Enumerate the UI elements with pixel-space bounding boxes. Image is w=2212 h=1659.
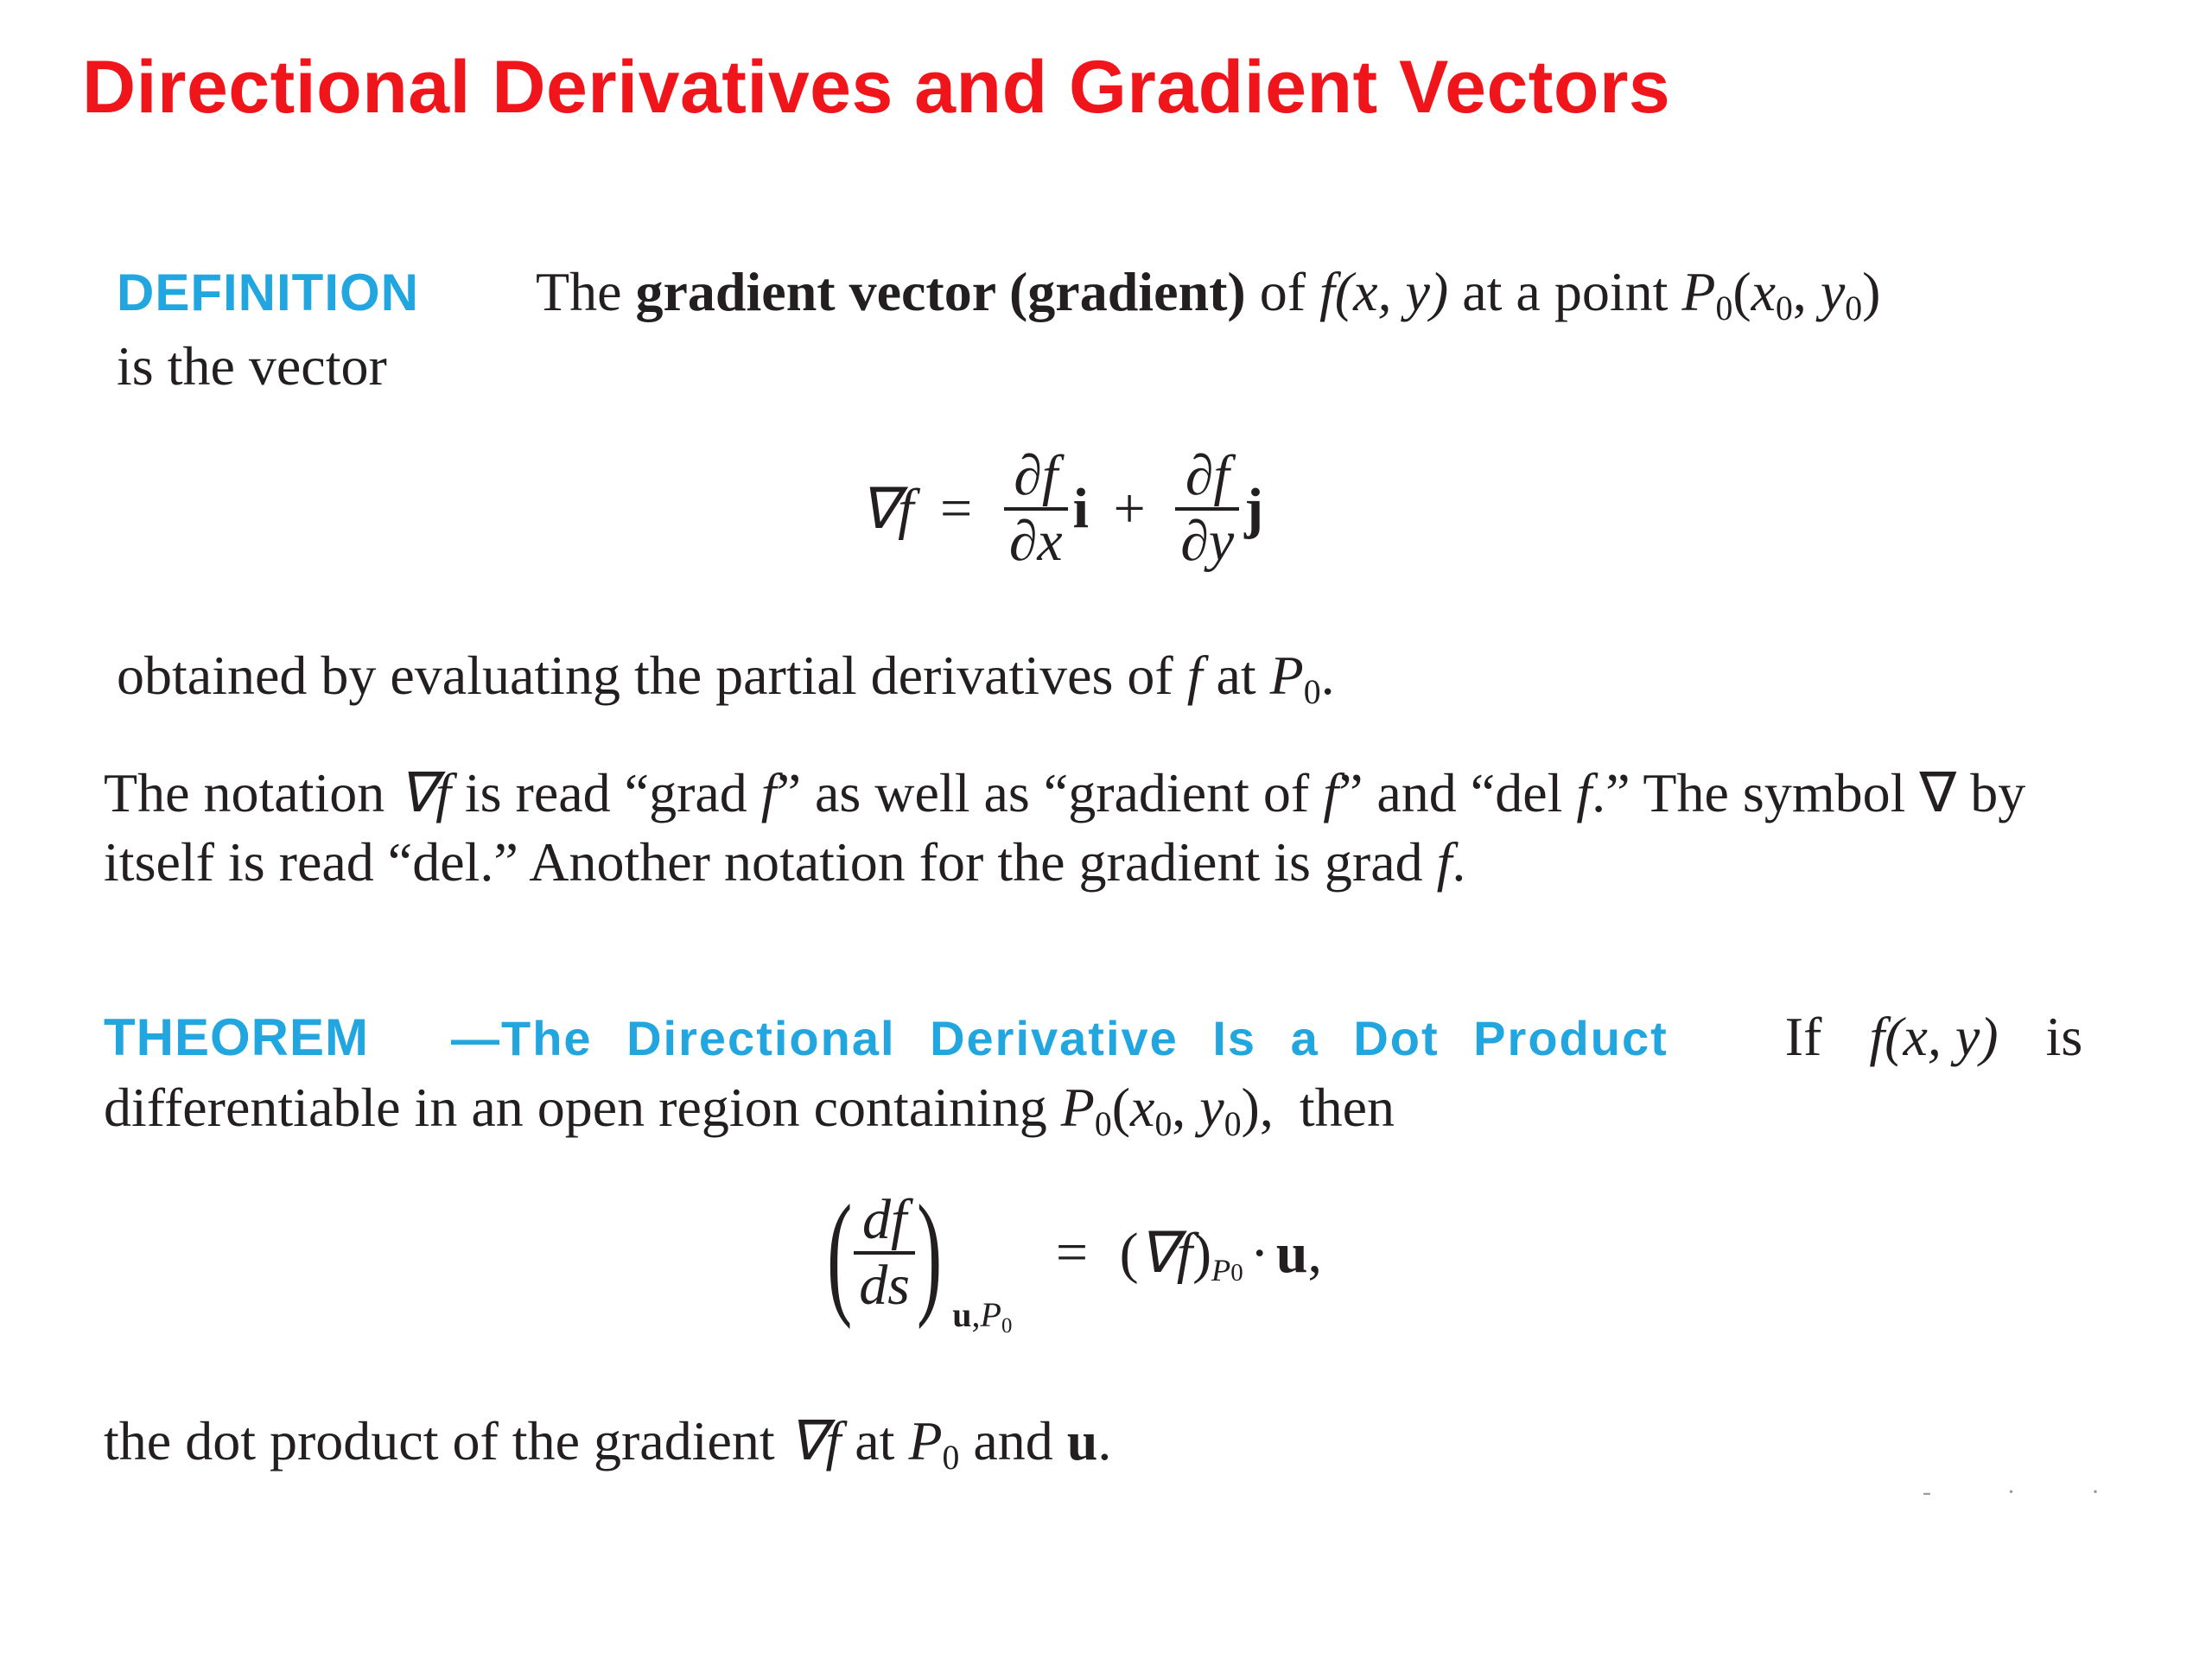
- definition-of: of: [1259, 261, 1306, 322]
- gradient-lhs: ∇f: [860, 478, 914, 541]
- theorem-line-1: THEOREM —The Directional Derivative Is a Dot Product If f(x, y) is: [104, 1006, 2083, 1067]
- definition-function: f(x, y): [1319, 261, 1449, 322]
- partial-y-fraction: $\frac{\partial f}{\partial y}$: [1175, 445, 1239, 573]
- definition-at-point: at a point: [1462, 261, 1669, 322]
- notation-line-1: The notation ∇f is read “grad f” as well as “gradient of f” and “del f.” The symbol ∇ by: [104, 762, 2026, 823]
- partial-x-fraction: $\frac{\partial f}{\partial x}$: [1004, 445, 1068, 573]
- unit-vector-j: j: [1244, 477, 1264, 540]
- directional-derivative-equation: ( $\frac{df}{ds}$ ) $u,P_0 = (\nabla f)_{P0} \cdot u$,: [826, 1176, 1322, 1338]
- plus-sign: +: [1113, 477, 1146, 540]
- definition-intro: The: [536, 261, 622, 322]
- equals-sign: =: [940, 477, 973, 540]
- gradient-equation: [860, 445, 1263, 573]
- notation-line-2: itself is read “del.” Another notation for the gradient is grad f.: [104, 831, 1466, 893]
- theorem-line-2: differentiable in an open region containing $P_0(x_0$, $y_0$), then: [104, 1077, 1395, 1144]
- definition-after: obtained by evaluating the partial derivatives of f at $P_0$.: [117, 645, 1335, 712]
- definition-line-2: is the vector: [117, 335, 387, 397]
- definition-term: gradient vector (gradient): [635, 261, 1246, 322]
- definition-label: DEFINITION: [117, 264, 419, 321]
- page-title: Directional Derivatives and Gradient Vectors: [82, 46, 1671, 129]
- derivative-subscript: $u,P_0$: [952, 1295, 1013, 1338]
- definition-point: $P_0(x_0$, $y_0$): [1681, 261, 1881, 328]
- theorem-subtitle: —The Directional Derivative Is a Dot Product: [451, 1011, 1669, 1065]
- unit-vector-i: i: [1072, 477, 1089, 540]
- theorem-after: the dot product of the gradient ∇f at $P_0$ and u.: [104, 1410, 1112, 1478]
- stray-marks: - · ·: [1923, 1478, 2134, 1506]
- theorem-label: THEOREM: [104, 1008, 369, 1066]
- definition-line-1: [117, 257, 1880, 327]
